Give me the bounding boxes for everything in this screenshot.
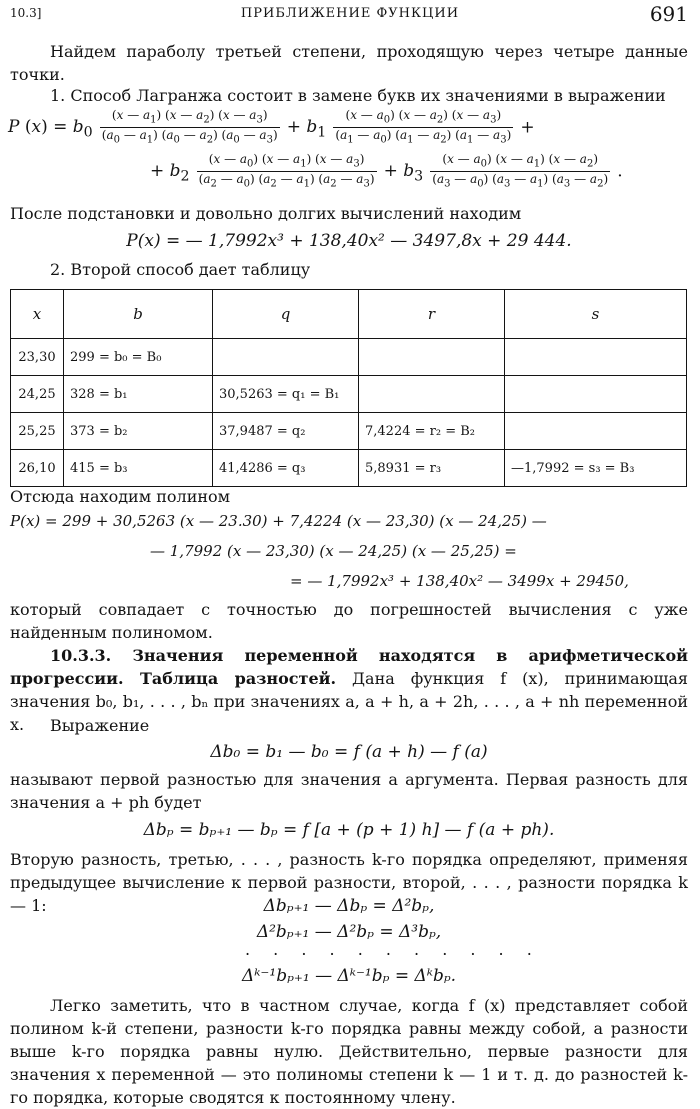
table-cell: 373 = b₂: [64, 413, 213, 450]
table-cell: [213, 339, 359, 376]
table-cell: 24,25: [11, 376, 64, 413]
table-row: [11, 376, 687, 413]
coincides-paragraph: который совпадает с точностью до погрешностей вычисления с уже найденным полиномом.: [10, 600, 688, 642]
table-header-cell: b: [64, 290, 213, 339]
table-cell: 41,4286 = q₃: [213, 450, 359, 487]
table-cell: 25,25: [11, 413, 64, 450]
polynomial-line2: — 1,7992 (x — 23,30) (x — 24,25) (x — 25,25) =: [150, 542, 517, 560]
table-cell: 30,5263 = q₁ = B₁: [213, 376, 359, 413]
delta-b0-formula: Δb₀ = b₁ — b₀ = f (a + h) — f (a): [210, 742, 488, 762]
page-number: 691: [649, 2, 688, 26]
table-cell: 7,4224 = r₂ = B₂: [359, 413, 505, 450]
running-header: [10, 4, 690, 26]
table-cell: 26,10: [11, 450, 64, 487]
difference-equation-2: Δ²bₚ₊₁ — Δ²bₚ = Δ³bₚ,: [256, 922, 442, 942]
table-cell: 415 = b₃: [64, 450, 213, 487]
table-row: [11, 450, 687, 487]
polynomial-line1: P(x) = 299 + 30,5263 (x — 23.30) + 7,4224 (x — 23,30) (x — 24,25) —: [10, 512, 547, 530]
closing-paragraph: Легко заметить, что в частном случае, когда f (x) представляет собой полином k-й степени, разности k-го порядка равны между собой, а разности выше k-го порядка равны нулю. Действительно, первые разности для значения x переменной — это полиномы степени k — 1 и т. д. до разностей k-го порядка, которые сводятся к постоянному члену.: [10, 996, 688, 1107]
table-header-cell: x: [11, 290, 64, 339]
running-title: ПРИБЛИЖЕНИЕ ФУНКЦИИ: [240, 6, 460, 21]
table-header-cell: r: [359, 290, 505, 339]
table-cell: [359, 339, 505, 376]
table-row: [11, 413, 687, 450]
table-header-cell: q: [213, 290, 359, 339]
result-polynomial-1: P(x) = — 1,7992x³ + 138,40x² — 3497,8x + 29 444.: [126, 231, 572, 251]
lagrange-formula-line2: + $b_2$ $\frac{(x — a_0) (x — a_1) (x — a_3)}{(a_2 — a_0) (a_2 — a_1) (a_2 — a_3)}$ + $b_3$ $\frac{(x — a_0) (x — a_1) (x — a_2)}{(a_3 — a_0) (a_3 — a_1) (a_3 — a_2)}$ .: [150, 152, 623, 190]
after-substitution-text: После подстановки и довольно долгих вычислений находим: [10, 204, 522, 223]
table-cell: 299 = b₀ = B₀: [64, 339, 213, 376]
table-cell: 328 = b₁: [64, 376, 213, 413]
difference-equation-3: Δᵏ⁻¹bₚ₊₁ — Δᵏ⁻¹bₚ = Δᵏbₚ.: [241, 966, 457, 986]
polynomial-line3: = — 1,7992x³ + 138,40x² — 3499x + 29450,: [290, 572, 629, 590]
first-difference-text: называют первой разностью для значения a аргумента. Первая разность для значения a + ph будет: [10, 770, 688, 812]
section-ref: 10.3]: [10, 6, 42, 20]
table-cell: 5,8931 = r₃: [359, 450, 505, 487]
ellipsis-row: . . . . . . . . . . .: [245, 940, 541, 959]
difference-equation-1: Δbₚ₊₁ — Δbₚ = Δ²bₚ,: [263, 896, 435, 916]
higher-differences-text: Вторую разность, третью, . . . , разность k-го порядка определяют, применяя предыдущее вычисление к первой разности, второй, . . . , разности порядка k — 1:: [10, 850, 688, 915]
section-heading: 10.3.3. Значения переменной находятся в арифметической прогрессии. Таблица разностей.: [10, 646, 688, 688]
table-row: [11, 339, 687, 376]
table-cell: [505, 339, 687, 376]
lagrange-formula-line1: P $(x) = b_0$ $\frac{(x — a_1) (x — a_2) (x — a_3)}{(a_0 — a_1) (a_0 — a_2) (a_0 — a_3)}$ + $b_1$ $\frac{(x — a_0) (x — a_2) (x — a_3)}{(a_1 — a_0) (a_1 — a_2) (a_1 — a_3)}$ +: [8, 108, 535, 146]
table-cell: 37,9487 = q₂: [213, 413, 359, 450]
table-cell: [359, 376, 505, 413]
table-cell: [505, 413, 687, 450]
table-cell: 23,30: [11, 339, 64, 376]
lagrange-method-text: 1. Способ Лагранжа состоит в замене букв их значениями в выражении: [50, 86, 666, 105]
hence-text: Отсюда находим полином: [10, 487, 231, 506]
divided-differences-table: [10, 289, 687, 487]
table-header-cell: s: [505, 290, 687, 339]
delta-bp-formula: Δbₚ = bₚ₊₁ — bₚ = f [a + (p + 1) h] — f (a + ph).: [143, 820, 555, 840]
table-header-row: [11, 290, 687, 339]
second-method-text: 2. Второй способ дает таблицу: [50, 260, 311, 279]
expression-label: Выражение: [50, 716, 150, 735]
table-cell: —1,7992 = s₃ = B₃: [505, 450, 687, 487]
table-cell: [505, 376, 687, 413]
section-text: Дана функция f (x), принимающая значения b₀, b₁, . . . , bₙ при значениях a, a + h, a + 2h, . . . , a + nh переменной x.: [10, 669, 688, 734]
intro-paragraph: Найдем параболу третьей степени, проходящую через четыре данные точки.: [10, 42, 688, 84]
